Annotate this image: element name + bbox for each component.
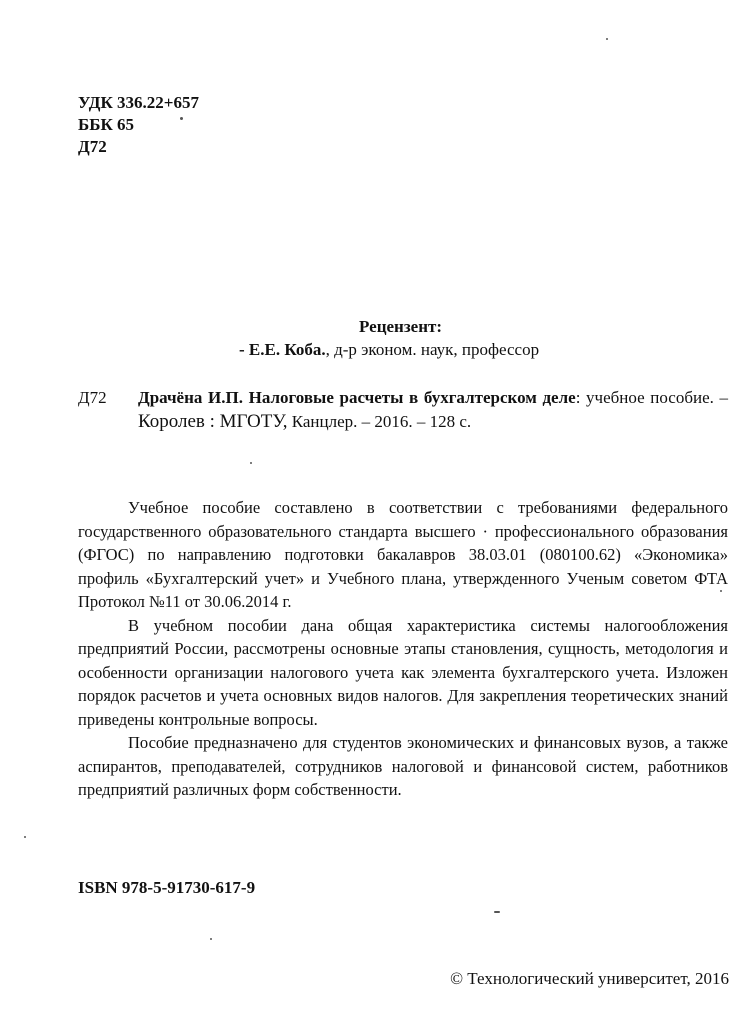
reviewer-line [239, 340, 539, 360]
biblio-text [138, 386, 728, 434]
bbk-code: ББК 65 [78, 115, 135, 134]
abstract [78, 496, 728, 802]
scan-speck [250, 462, 252, 464]
biblio-city: Королев : МГОТУ, [138, 411, 288, 432]
copyright: © Технологический университет, 2016 [450, 969, 729, 988]
reviewer-credentials: , д-р эконом. наук, профессор [325, 340, 540, 359]
classification-codes [78, 92, 199, 158]
abstract-paragraph: В учебном пособии дана общая характеристика системы налогообложения предприятий России, рассмотрены основные этапы становления, сущность, методология и особенности организации налогового учета как элемента бухгалтерского учета. Изложен порядок расчетов и учета основных видов налогов. Для закрепления теоретических знаний приведены контрольные вопросы. [78, 615, 728, 729]
scan-speck [210, 938, 212, 940]
biblio-author-title: Драчёна И.П. Налоговые расчеты в бухгалтерском деле [138, 388, 576, 407]
scan-speck [720, 590, 722, 592]
biblio-publisher: Канцлер. – 2016. – 128 с. [291, 412, 472, 431]
reviewer-heading: Рецензент: [359, 317, 443, 336]
biblio-type: : учебное пособие. – [575, 388, 728, 407]
udk-code: УДК 336.22+657 [78, 93, 199, 112]
scan-speck [180, 117, 183, 120]
abstract-paragraph: Учебное пособие составлено в соответствии с требованиями федерального государственного образовательного стандарта высшего · профессионального образования (ФГОС) по направлению подготовки бакалавров 38.03.01 (080100.62) «Экономика» профиль «Бухгалтерский учет» и Учебного плана, утвержденного Ученым советом ФТА Протокол №11 от 30.06.2014 г. [78, 498, 728, 611]
isbn: ISBN 978-5-91730-617-9 [78, 878, 256, 897]
reviewer-name: - Е.Е. Коба. [239, 340, 326, 359]
scan-speck [494, 911, 500, 913]
author-mark: Д72 [78, 137, 107, 156]
biblio-code: Д72 [78, 388, 107, 407]
scan-speck [24, 836, 26, 838]
abstract-paragraph: Пособие предназначено для студентов экономических и финансовых вузов, а также аспирантов, преподавателей, сотрудников налоговой и финансовой систем, работников предприятий различных форм собственности. [78, 733, 728, 799]
scan-speck [606, 38, 608, 40]
bibliographic-entry [78, 386, 728, 434]
